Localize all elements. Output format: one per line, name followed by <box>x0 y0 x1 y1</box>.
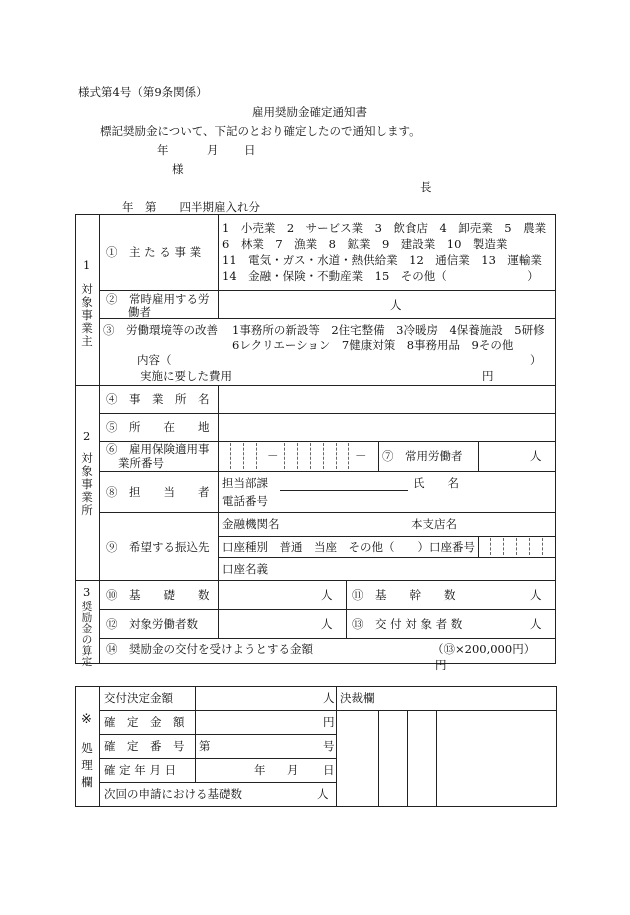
industry-line-1: 1 小売業 2 サービス業 3 飲食店 4 卸売業 5 農業 <box>222 221 547 235</box>
contact-phone-label: 電話番号 <box>222 494 268 508</box>
target-workers-label: ⑫ 対象労働者数 <box>106 617 198 631</box>
issuer-suffix: 長 <box>420 180 432 194</box>
period-line: 年 第 四半期雇入れ分 <box>122 200 260 214</box>
insurance-number-label-b: 業所番号 <box>118 456 164 470</box>
grant-target-label: ⑬ 交 付 対 象 者 数 <box>352 617 463 631</box>
confirmation-date-month: 月 <box>287 763 299 777</box>
grant-amount-label: ⑭ 奨励金の交付を受けようとする金額 <box>106 642 313 656</box>
section2-label: 対 象 事 業 所 <box>81 451 93 517</box>
confirmation-number-label: 確 定 番 号 <box>104 739 185 753</box>
contact-name-label: 氏 名 <box>413 476 459 490</box>
grant-decision-amount-label: 交付決定金額 <box>104 691 173 705</box>
base-count-unit: 人 <box>321 588 333 602</box>
date-month: 月 <box>207 143 219 157</box>
section3-number: 3 <box>83 585 91 599</box>
transfer-destination-label: ⑨ 希望する振込先 <box>106 540 210 554</box>
insurance-number-dash-1: － <box>267 449 279 463</box>
address-label: ⑤ 所 在 地 <box>106 420 210 434</box>
regular-workers-unit: 人 <box>390 298 402 312</box>
section3-label: 奨 励 金 の 算 定 <box>81 601 93 668</box>
target-workers-unit: 人 <box>321 617 333 631</box>
confirmation-number-unit: 号 <box>323 739 335 753</box>
main-business-label: ① 主 た る 事 業 <box>106 245 202 259</box>
date-year: 年 <box>157 143 169 157</box>
next-base-count-unit: 人 <box>317 787 329 801</box>
base-count-label: ⑩ 基 礎 数 <box>106 588 210 602</box>
next-base-count-label: 次回の申請における基礎数 <box>104 787 242 801</box>
account-holder-label: 口座名義 <box>222 562 268 576</box>
document-title: 雇用奨励金確定通知書 <box>252 105 367 119</box>
confirmation-date-day: 日 <box>323 763 335 777</box>
environment-options-1: 1事務所の新設等 2住宅整備 3冷暖房 4保養施設 5研修 <box>232 323 545 337</box>
environment-options-2: 6レクリエーション 7健康対策 8事務用品 9その他 <box>232 338 514 352</box>
industry-line-4: 14 金融・保険・不動産業 15 その他（ ） <box>222 269 539 283</box>
core-count-unit: 人 <box>530 588 542 602</box>
section1-label: 対 象 事 業 主 <box>81 282 93 348</box>
date-day: 日 <box>244 143 256 157</box>
contact-person-label: ⑧ 担 当 者 <box>106 485 210 499</box>
insurance-number-label-a: ⑥ 雇用保険適用事 <box>106 442 210 456</box>
industry-line-3: 11 電気・ガス・水道・熱供給業 12 通信業 13 運輸業 <box>222 253 542 267</box>
regular-workers-7-label: ⑦ 常用労働者 <box>382 449 463 463</box>
insurance-number-dash-2: － <box>355 449 367 463</box>
environment-cost-unit: 円 <box>482 369 494 383</box>
processing-label: 処 理 欄 <box>81 741 93 789</box>
confirmed-amount-label: 確 定 金 額 <box>104 715 185 729</box>
regular-workers-label-a: ② 常時雇用する労 <box>106 292 210 306</box>
intro-text: 標記奨励金について、下記のとおり確定したので通知します。 <box>100 124 421 138</box>
branch-name-label: 本支店名 <box>411 517 457 531</box>
confirmation-number-prefix: 第 <box>199 739 211 753</box>
confirmation-date-year: 年 <box>254 763 266 777</box>
account-type-label: 口座種別 普通 当座 その他（ ）口座番号 <box>222 540 475 554</box>
decision-column-label: 決裁欄 <box>340 691 375 705</box>
grant-target-unit: 人 <box>530 617 542 631</box>
environment-cost-label: 実施に要した費用 <box>140 369 232 383</box>
section2-number: 2 <box>83 429 91 443</box>
section1-number: 1 <box>83 258 91 272</box>
environment-label: ③ 労働環境等の改善 <box>103 323 218 337</box>
industry-line-2: 6 林業 7 漁業 8 鉱業 9 建設業 10 製造業 <box>222 237 508 251</box>
office-name-label: ④ 事 業 所 名 <box>106 392 210 406</box>
confirmation-date-label: 確 定 年 月 日 <box>104 763 177 777</box>
bank-name-label: 金融機関名 <box>222 517 280 531</box>
environment-content-close: ） <box>530 353 542 367</box>
grant-decision-amount-unit: 人 <box>323 691 335 705</box>
confirmed-amount-unit: 円 <box>323 715 335 729</box>
grant-amount-unit: 円 <box>435 658 447 672</box>
environment-content-label: 内容（ <box>137 353 172 367</box>
form-number: 様式第4号（第9条関係） <box>78 85 208 99</box>
addressee-suffix: 様 <box>172 162 184 176</box>
contact-dept-label: 担当部課 <box>222 476 268 490</box>
regular-workers-7-unit: 人 <box>530 449 542 463</box>
grant-amount-formula: （⑬×200,000円） <box>432 642 536 656</box>
regular-workers-label-b: 働者 <box>128 305 151 319</box>
core-count-label: ⑪ 基 幹 数 <box>352 588 456 602</box>
processing-mark: ※ <box>81 712 92 727</box>
